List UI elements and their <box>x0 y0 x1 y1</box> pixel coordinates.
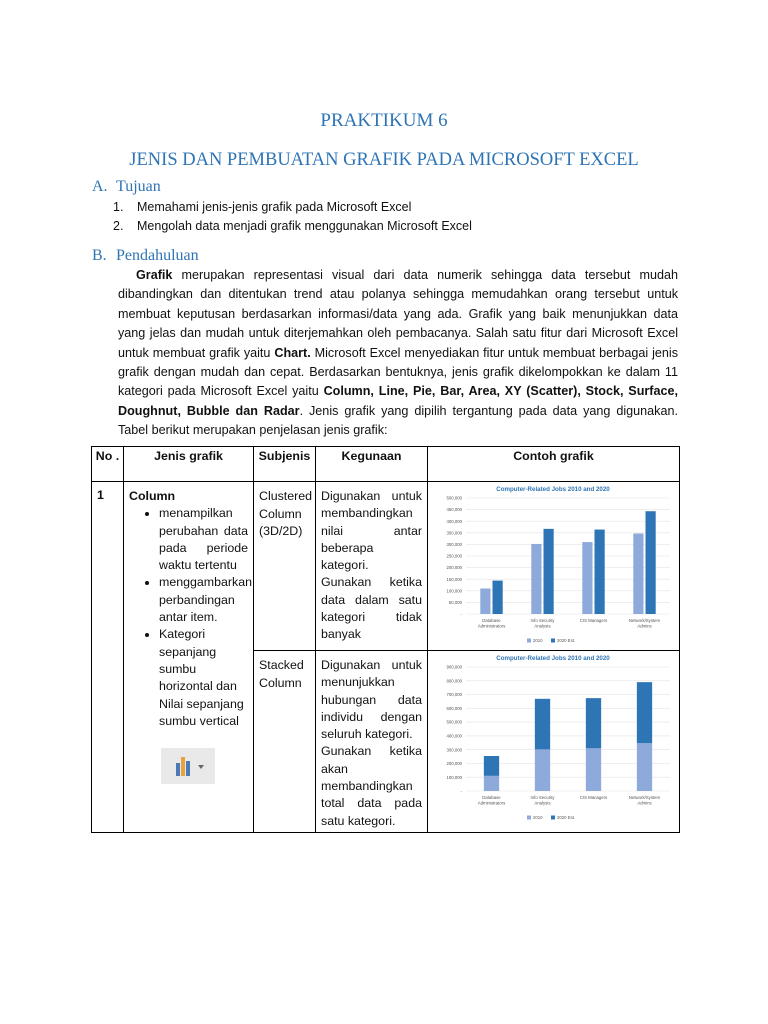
legend-swatch <box>527 816 531 820</box>
table-row <box>92 482 680 651</box>
chart-title: Computer-Related Jobs 2010 and 2020 <box>496 655 610 662</box>
table-header-row <box>92 447 680 482</box>
bar <box>637 682 652 743</box>
kegunaan-text: Digunakan untuk membandingkan nilai antar beberapa kategori. <box>321 489 422 573</box>
section-b-letter: B. <box>92 247 107 264</box>
kegunaan-text: Digunakan untuk menunjukkan hubungan data individu dengan seluruh kategori. <box>321 658 422 742</box>
y-tick-label: 800,000 <box>446 678 462 684</box>
y-tick-label: 300,000 <box>446 542 462 547</box>
bar <box>633 533 643 614</box>
bar <box>586 698 601 748</box>
x-tick-label: Administrators <box>477 800 506 806</box>
bar <box>586 748 601 791</box>
y-tick-label: 500,000 <box>446 495 462 501</box>
objective-num: 2. <box>113 219 124 233</box>
clustered-column-chart <box>428 482 678 650</box>
jenis-name: Column <box>129 489 176 503</box>
bar <box>484 756 499 776</box>
objective-item <box>113 219 472 233</box>
y-tick-label: 200,000 <box>446 761 462 767</box>
objective-item <box>113 200 411 214</box>
y-tick-label: 400,000 <box>446 518 462 524</box>
bar <box>531 544 541 614</box>
kegunaan-text: Gunakan ketika data dalam satu kategori tidak banyak <box>321 575 422 642</box>
legend-label: 2010 <box>533 815 543 820</box>
bar <box>535 749 550 791</box>
chart-types-table <box>91 446 680 833</box>
jenis-cell <box>124 482 254 833</box>
legend-label: 2020 Est. <box>557 815 576 820</box>
para-text: merupakan representasi visual dari data numerik sehingga data tersebut mudah dibandingkan dan ditentukan trend atau polanya sehingga memudahkan orang tersebut untuk membuat keputusan berdasarkan informasi/data yang ada. Grafik yang baik menunjukkan data yang jelas dan mudah untuk diterjemahkan oleh pembacanya. Salah satu fitur dari Microsoft Excel untuk membuat grafik yaitu <box>118 268 678 360</box>
para-text: . Jenis grafik yang dipilih tergantung pada data yang digunakan. Tabel berikut merupakan penjelasan jenis grafik: <box>118 403 678 438</box>
y-tick-label: 250,000 <box>446 553 462 559</box>
x-tick-label: Administrators <box>477 623 506 629</box>
x-tick-label: Analysts <box>534 800 551 806</box>
header-subjenis: Subjenis <box>254 447 316 482</box>
bar <box>535 699 550 750</box>
list-item: • Kategori sepanjang sumbu horizontal dan Nilai sepanjang sumbu vertical <box>159 626 248 730</box>
x-tick-label: Analysts <box>534 623 551 629</box>
header-jenis: Jenis grafik <box>124 447 254 482</box>
legend-label: 2020 Est. <box>557 638 576 643</box>
x-tick-label: Database <box>482 618 501 623</box>
bar <box>595 530 605 614</box>
x-tick-label: Network/System <box>628 795 661 800</box>
y-tick-label: 600,000 <box>446 705 462 711</box>
objective-text: Memahami jenis-jenis grafik pada Microsoft Excel <box>137 200 412 214</box>
column-chart-icon <box>161 748 215 784</box>
legend-swatch <box>551 816 555 820</box>
y-tick-label: 150,000 <box>446 576 462 582</box>
y-tick-label: 900,000 <box>446 664 462 670</box>
y-tick-label: 500,000 <box>446 719 462 725</box>
stacked-column-chart <box>428 651 678 827</box>
row-number: 1 <box>92 482 124 833</box>
x-tick-label: Info Security <box>530 795 555 800</box>
bar <box>480 588 490 614</box>
intro-paragraph <box>118 266 678 441</box>
list-item: • menampilkan perubahan data pada periode waktu tertentu <box>159 505 248 574</box>
x-tick-label: Network/System <box>628 618 661 623</box>
y-tick-label: 100,000 <box>446 774 462 780</box>
kegunaan-clustered <box>316 482 428 651</box>
objective-num: 1. <box>113 200 124 214</box>
y-tick-label: 700,000 <box>446 692 462 698</box>
jenis-bullets <box>129 505 252 730</box>
y-tick-label: - <box>460 788 462 794</box>
section-a-heading <box>92 178 161 196</box>
y-tick-label: 200,000 <box>446 565 462 571</box>
y-tick-label: 450,000 <box>446 507 462 513</box>
legend-label: 2010 <box>533 638 543 643</box>
bar <box>544 529 554 614</box>
section-b-heading <box>92 247 199 265</box>
legend-swatch <box>527 639 531 643</box>
section-a-letter: A. <box>92 178 108 195</box>
y-tick-label: 50,000 <box>448 600 462 605</box>
page-subtitle: JENIS DAN PEMBUATAN GRAFIK PADA MICROSOFT EXCEL <box>129 150 639 170</box>
section-a-label: Tujuan <box>116 178 161 195</box>
header-contoh: Contoh grafik <box>428 447 680 482</box>
legend-swatch <box>551 639 555 643</box>
bar <box>493 581 503 614</box>
bar <box>646 511 656 614</box>
contoh-stacked <box>428 651 680 833</box>
y-tick-label: 300,000 <box>446 747 462 753</box>
x-tick-label: Admins <box>637 623 652 629</box>
page-title: PRAKTIKUM 6 <box>320 110 448 131</box>
header-kegunaan: Kegunaan <box>316 447 428 482</box>
header-no: No . <box>92 447 124 482</box>
objective-text: Mengolah data menjadi grafik menggunakan Microsoft Excel <box>137 219 472 233</box>
kegunaan-text: Gunakan ketika akan membandingkan total data pada satu kategori. <box>321 744 422 828</box>
term-grafik: Grafik <box>136 268 173 282</box>
subjenis-clustered: Clustered Column (3D/2D) <box>254 482 316 651</box>
chart-title: Computer-Related Jobs 2010 and 2020 <box>496 486 610 493</box>
y-tick-label: 350,000 <box>446 530 462 536</box>
section-b-label: Pendahuluan <box>116 247 199 264</box>
term-chart: Chart. <box>274 345 311 360</box>
y-tick-label: 100,000 <box>446 588 462 594</box>
bar <box>582 542 592 614</box>
para-text: Microsoft Excel menyediakan fitur untuk membuat berbagai jenis grafik dengan mudah dan cepat. Berdasarkan bentuknya, jenis grafik dikelompokkan ke dalam 11 kategori pada Microsoft Excel yaitu <box>118 345 679 399</box>
contoh-clustered <box>428 482 680 651</box>
y-tick-label: - <box>460 611 462 617</box>
chart-type-list: Column, Line, Pie, Bar, Area, XY (Scatter), Stock, Surface, Doughnut, Bubble dan Radar <box>118 384 679 418</box>
subjenis-stacked: Stacked Column <box>254 651 316 833</box>
x-tick-label: Database <box>482 795 501 800</box>
x-tick-label: CIS Managers <box>579 618 608 623</box>
x-tick-label: Admins <box>637 800 652 806</box>
list-item: • menggambarkan perbandingan antar item. <box>159 574 248 626</box>
x-tick-label: Info Security <box>530 618 555 623</box>
x-tick-label: CIS Managers <box>579 795 608 800</box>
bar <box>484 776 499 791</box>
kegunaan-stacked <box>316 651 428 833</box>
bar <box>637 743 652 791</box>
y-tick-label: 400,000 <box>446 733 462 739</box>
